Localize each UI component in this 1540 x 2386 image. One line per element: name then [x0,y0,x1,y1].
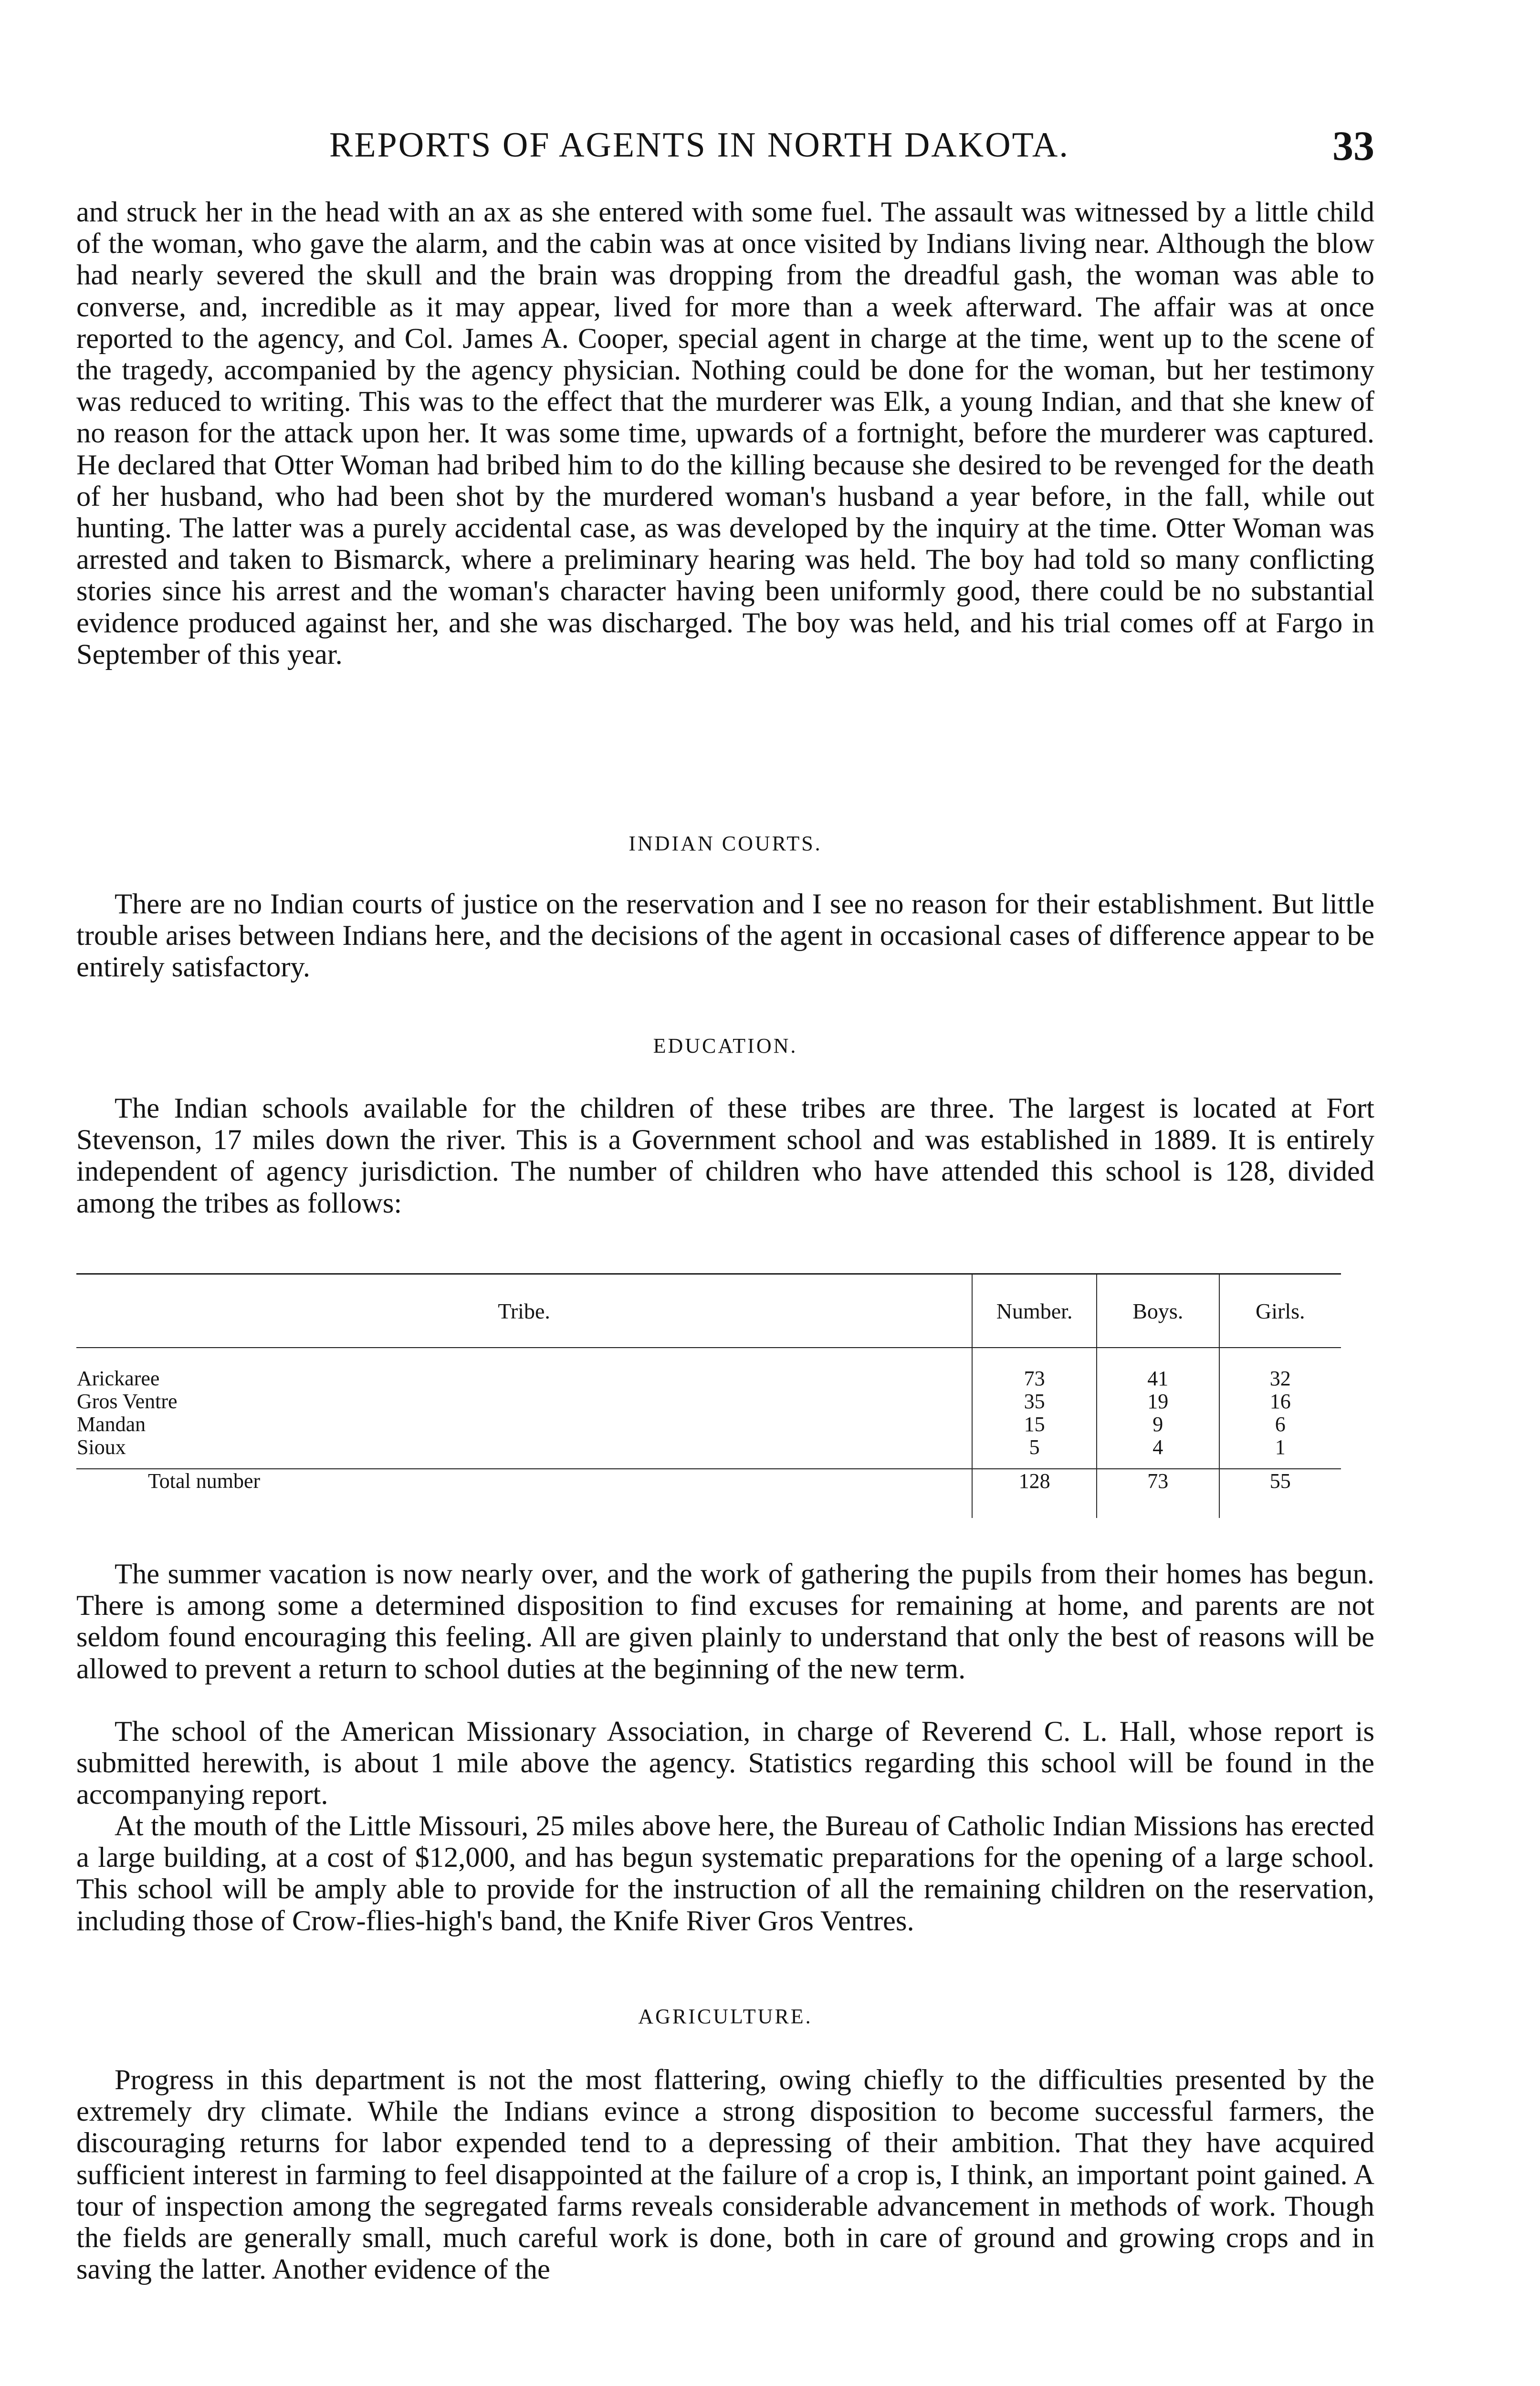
paragraph-text: At the mouth of the Little Missouri, 25 miles above here, the Bureau of Catholic Indian Missions has erected a large building, at a cost of $12,000, and has begun systematic preparations for the opening of a large school. This school will be amply able to provide for the instruction of all the remaining children on the reservation, including those of Crow-flies-high's band, the Knife River Gros Ventres. [76,1810,1374,1937]
table-total-row [76,1469,1341,1518]
header-number: Number. [972,1274,1097,1348]
body-paragraph-catholic [76,1810,1374,1937]
section-heading-indian-courts: INDIAN COURTS. [629,832,822,855]
paragraph-text: and struck her in the head with an ax as she entered with some fuel. The assault was witnessed by a little child of the woman, who gave the alarm, and the cabin was at once visited by Indians living near. Although the blow had nearly severed the skull and the brain was dropping from the dreadful gash, the woman was able to converse, and, incredible as it may appear, lived for more than a week afterward. The affair was at once reported to the agency, and Col. James A. Cooper, special agent in charge at the time, went up to the scene of the tragedy, accompanied by the agency physician. Nothing could be done for the woman, but her testimony was reduced to writing. This was to the effect that the murderer was Elk, a young Indian, and that she knew of no reason for the attack upon her. It was some time, upwards of a fortnight, before the murderer was captured. He declared that Otter Woman had bribed him to do the killing because she desired to be revenged for the death of her husband, who had been shot by the murdered woman's husband a year before, in the fall, while out hunting. The latter was a purely accidental case, as was developed by the inquiry at the time. Otter Woman was arrested and taken to Bismarck, where a preliminary hearing was held. The boy had told so many conflicting stories since his arrest and the woman's character having been uniformly good, there could be no substantial evidence produced against her, and she was discharged. The boy was held, and his trial comes off at Fargo in September of this year. [76,196,1374,670]
number-value: 5 [1029,1435,1040,1459]
paragraph-text: The school of the American Missionary Association, in charge of Reverend C. L. Hall, whose report is submitted herewith, is about 1 mile above the agency. Statistics regarding this school will be found in the accompanying report. [76,1716,1374,1811]
total-number: 128 [972,1469,1097,1518]
header-boys: Boys. [1097,1274,1219,1348]
tribe-attendance-table [76,1273,1341,1518]
tribe-name: Mandan [77,1413,146,1436]
girls-value: 1 [1275,1435,1286,1459]
number-value: 15 [1024,1413,1045,1436]
body-paragraph-courts [76,889,1374,984]
girls-column [1219,1348,1341,1469]
girls-value: 32 [1269,1367,1291,1390]
number-value: 35 [1024,1390,1045,1413]
tribe-name: Gros Ventre [77,1390,178,1413]
body-paragraph-agriculture [76,2064,1374,2285]
running-head [76,125,1374,182]
table-header-row [76,1274,1341,1348]
body-paragraph-continued [76,197,1374,670]
body-paragraph-missionary [76,1716,1374,1811]
body-paragraph-vacation [76,1559,1374,1685]
section-heading-agriculture: AGRICULTURE. [638,2005,813,2028]
tribe-column [76,1348,972,1469]
girls-value: 6 [1275,1413,1286,1436]
paragraph-text: The summer vacation is now nearly over, and the work of gathering the pupils from their homes has begun. There is among some a determined disposition to find excuses for remaining at home, and parents are not seldom found encouraging this feeling. All are given plainly to understand that only the best of reasons will be allowed to prevent a return to school duties at the beginning of the new term. [76,1558,1374,1685]
attendance-table [76,1273,1341,1518]
total-girls: 55 [1219,1469,1341,1518]
girls-value: 16 [1269,1390,1291,1413]
boys-value: 4 [1152,1435,1163,1459]
number-column [972,1348,1097,1469]
body-paragraph-education [76,1093,1374,1219]
header-tribe: Tribe. [76,1274,972,1348]
paragraph-text: There are no Indian courts of justice on the reservation and I see no reason for their establishment. But little trouble arises between Indians here, and the decisions of the agent in occasional cases of difference appear to be entirely satisfactory. [76,888,1374,984]
boys-value: 19 [1147,1390,1169,1413]
number-value: 73 [1024,1367,1045,1390]
section-heading-education: EDUCATION. [653,1034,798,1057]
boys-value: 9 [1152,1413,1163,1436]
page-number: 33 [1332,123,1374,169]
header-girls: Girls. [1219,1274,1341,1348]
boys-value: 41 [1147,1367,1169,1390]
boys-column [1097,1348,1219,1469]
total-label: Total number [76,1469,972,1518]
total-boys: 73 [1097,1469,1219,1518]
paragraph-text: The Indian schools available for the children of these tribes are three. The largest is located at Fort Stevenson, 17 miles down the river. This is a Government school and was established in 1889. It is entirely independent of agency jurisdiction. The number of children who have attended this school is 128, divided among the tribes as follows: [76,1092,1374,1219]
paragraph-text: Progress in this department is not the most flattering, owing chiefly to the difficulties presented by the extremely dry climate. While the Indians evince a strong disposition to become successful farmers, the discouraging returns for labor expended tend to a depressing of their ambition. That they have acquired sufficient interest in farming to feel disappointed at the failure of a crop is, I think, an important point gained. A tour of inspection among the segregated farms reveals considerable advancement in methods of work. Though the fields are generally small, much careful work is done, both in care of ground and growing crops and in saving the latter. Another evidence of the [76,2064,1374,2286]
tribe-name: Sioux [77,1435,126,1459]
tribe-name: Arickaree [77,1367,160,1390]
running-title: REPORTS OF AGENTS IN NORTH DAKOTA. [329,126,1069,165]
table-row-group [76,1348,1341,1469]
